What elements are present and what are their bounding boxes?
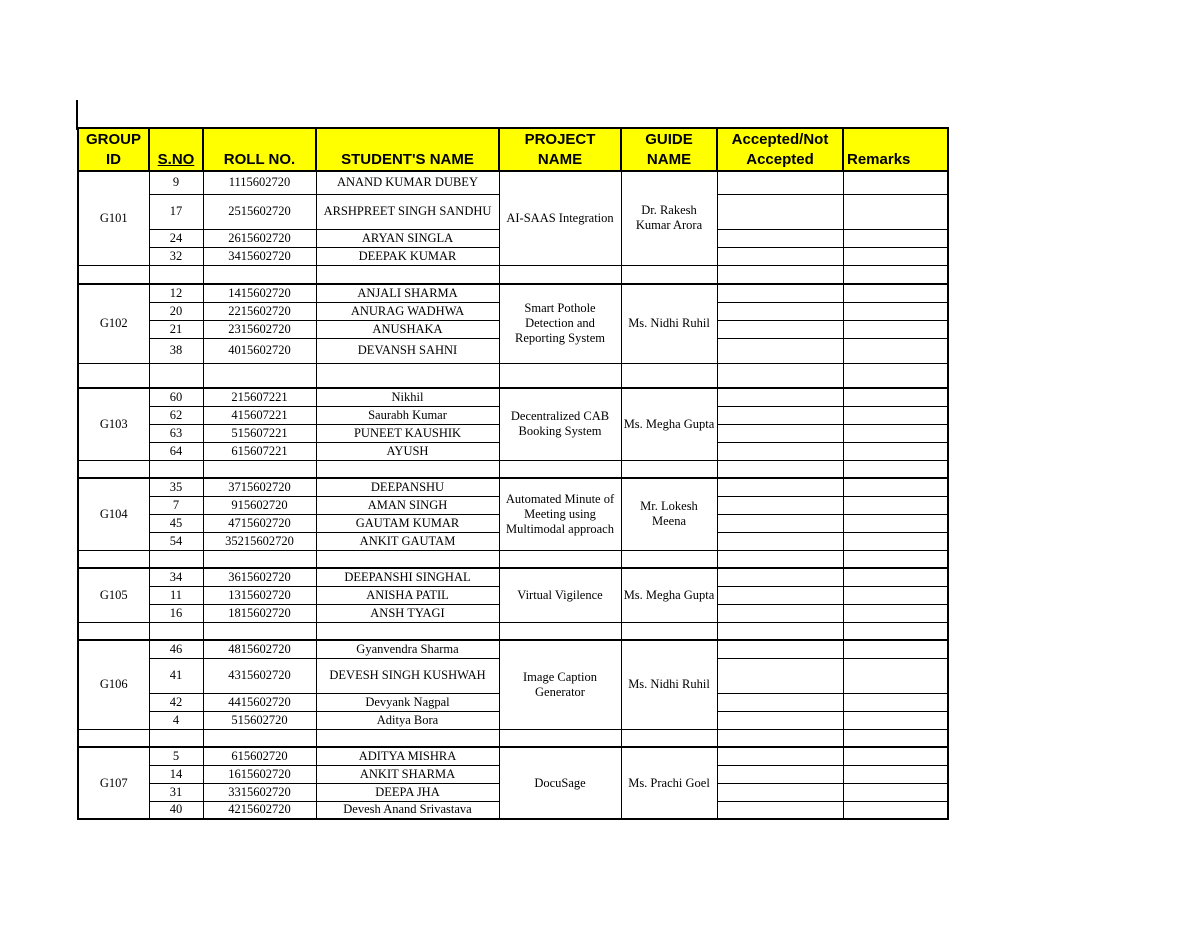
- accepted-cell[interactable]: [717, 247, 843, 265]
- project-name-cell: Smart Pothole Detection and Reporting System: [499, 284, 621, 363]
- group-id-cell: G103: [78, 388, 149, 460]
- empty-cell: [203, 622, 316, 640]
- s-no-cell: 34: [149, 568, 203, 586]
- empty-cell: [621, 265, 717, 284]
- s-no-cell: 31: [149, 783, 203, 801]
- accepted-cell[interactable]: [717, 302, 843, 320]
- s-no-cell: 32: [149, 247, 203, 265]
- empty-cell: [316, 729, 499, 747]
- empty-cell: [843, 550, 948, 568]
- remarks-cell[interactable]: [843, 424, 948, 442]
- roll-no-cell: 215607221: [203, 388, 316, 406]
- empty-cell: [149, 363, 203, 388]
- empty-cell: [78, 363, 149, 388]
- table-row: [78, 284, 948, 302]
- spacer-row: [78, 622, 948, 640]
- accepted-cell[interactable]: [717, 320, 843, 338]
- student-name-cell: ANJALI SHARMA: [316, 284, 499, 302]
- empty-cell: [149, 729, 203, 747]
- group-id-cell: G104: [78, 478, 149, 550]
- roll-no-cell: 4415602720: [203, 693, 316, 711]
- empty-cell: [78, 265, 149, 284]
- roll-no-cell: 35215602720: [203, 532, 316, 550]
- student-name-cell: DEEPANSHI SINGHAL: [316, 568, 499, 586]
- student-name-cell: ADITYA MISHRA: [316, 747, 499, 765]
- accepted-cell[interactable]: [717, 640, 843, 658]
- spacer-row: [78, 729, 948, 747]
- s-no-cell: 17: [149, 194, 203, 229]
- project-name-cell: Image Caption Generator: [499, 640, 621, 729]
- guide-name-cell: Ms. Prachi Goel: [621, 747, 717, 819]
- empty-cell: [499, 363, 621, 388]
- empty-cell: [843, 460, 948, 478]
- s-no-cell: 16: [149, 604, 203, 622]
- student-name-cell: AMAN SINGH: [316, 496, 499, 514]
- roll-no-cell: 415607221: [203, 406, 316, 424]
- empty-cell: [621, 460, 717, 478]
- guide-name-cell: Mr. Lokesh Meena: [621, 478, 717, 550]
- roll-no-cell: 2515602720: [203, 194, 316, 229]
- remarks-cell[interactable]: [843, 640, 948, 658]
- remarks-cell[interactable]: [843, 658, 948, 693]
- accepted-cell[interactable]: [717, 388, 843, 406]
- empty-cell: [717, 729, 843, 747]
- s-no-cell: 11: [149, 586, 203, 604]
- student-name-cell: Saurabh Kumar: [316, 406, 499, 424]
- accepted-cell[interactable]: [717, 532, 843, 550]
- remarks-cell[interactable]: [843, 496, 948, 514]
- project-name-cell: DocuSage: [499, 747, 621, 819]
- student-name-cell: DEEPANSHU: [316, 478, 499, 496]
- empty-cell: [843, 729, 948, 747]
- student-name-cell: DEVANSH SAHNI: [316, 338, 499, 363]
- empty-cell: [717, 460, 843, 478]
- student-name-cell: DEEPAK KUMAR: [316, 247, 499, 265]
- table-row: [78, 171, 948, 194]
- roll-no-cell: 3315602720: [203, 783, 316, 801]
- s-no-cell: 14: [149, 765, 203, 783]
- accepted-cell[interactable]: [717, 194, 843, 229]
- s-no-cell: 21: [149, 320, 203, 338]
- student-name-cell: Gyanvendra Sharma: [316, 640, 499, 658]
- empty-cell: [203, 265, 316, 284]
- empty-cell: [203, 363, 316, 388]
- group-id-cell: G101: [78, 171, 149, 265]
- empty-cell: [316, 460, 499, 478]
- empty-cell: [316, 363, 499, 388]
- project-name-cell: Virtual Vigilence: [499, 568, 621, 622]
- s-no-cell: 9: [149, 171, 203, 194]
- student-name-cell: ANISHA PATIL: [316, 586, 499, 604]
- guide-name-cell: Ms. Megha Gupta: [621, 388, 717, 460]
- header-row: [78, 128, 948, 171]
- empty-cell: [621, 622, 717, 640]
- empty-cell: [499, 550, 621, 568]
- group-id-cell: G107: [78, 747, 149, 819]
- student-name-cell: Devesh Anand Srivastava: [316, 801, 499, 819]
- empty-cell: [203, 460, 316, 478]
- s-no-cell: 24: [149, 229, 203, 247]
- empty-cell: [149, 550, 203, 568]
- header-s-no: S.NO: [149, 128, 203, 171]
- s-no-cell: 63: [149, 424, 203, 442]
- roll-no-cell: 915602720: [203, 496, 316, 514]
- roll-no-cell: 4015602720: [203, 338, 316, 363]
- empty-cell: [621, 550, 717, 568]
- s-no-cell: 54: [149, 532, 203, 550]
- group-id-cell: G102: [78, 284, 149, 363]
- remarks-cell[interactable]: [843, 229, 948, 247]
- empty-cell: [499, 265, 621, 284]
- roll-no-cell: 1615602720: [203, 765, 316, 783]
- accepted-cell[interactable]: [717, 442, 843, 460]
- empty-cell: [499, 622, 621, 640]
- accepted-cell[interactable]: [717, 514, 843, 532]
- accepted-cell[interactable]: [717, 747, 843, 765]
- student-name-cell: AYUSH: [316, 442, 499, 460]
- empty-cell: [717, 265, 843, 284]
- s-no-cell: 42: [149, 693, 203, 711]
- s-no-cell: 5: [149, 747, 203, 765]
- accepted-cell[interactable]: [717, 229, 843, 247]
- empty-cell: [78, 622, 149, 640]
- student-name-cell: DEVESH SINGH KUSHWAH: [316, 658, 499, 693]
- empty-cell: [149, 622, 203, 640]
- accepted-cell[interactable]: [717, 711, 843, 729]
- accepted-cell[interactable]: [717, 586, 843, 604]
- empty-cell: [203, 729, 316, 747]
- s-no-cell: 45: [149, 514, 203, 532]
- header-group-id: GROUP ID: [78, 128, 149, 171]
- remarks-cell[interactable]: [843, 514, 948, 532]
- roll-no-cell: 3715602720: [203, 478, 316, 496]
- remarks-cell[interactable]: [843, 442, 948, 460]
- roll-no-cell: 3615602720: [203, 568, 316, 586]
- guide-name-cell: Ms. Nidhi Ruhil: [621, 284, 717, 363]
- empty-cell: [717, 622, 843, 640]
- accepted-cell[interactable]: [717, 693, 843, 711]
- s-no-cell: 38: [149, 338, 203, 363]
- empty-cell: [717, 550, 843, 568]
- accepted-cell[interactable]: [717, 568, 843, 586]
- remarks-cell[interactable]: [843, 320, 948, 338]
- margin-line: [76, 100, 78, 130]
- table-row: [78, 747, 948, 765]
- student-name-cell: ANUSHAKA: [316, 320, 499, 338]
- spacer-row: [78, 460, 948, 478]
- accepted-cell[interactable]: [717, 284, 843, 302]
- remarks-cell[interactable]: [843, 747, 948, 765]
- empty-cell: [78, 729, 149, 747]
- s-no-cell: 20: [149, 302, 203, 320]
- accepted-cell[interactable]: [717, 801, 843, 819]
- accepted-cell[interactable]: [717, 478, 843, 496]
- roll-no-cell: 4815602720: [203, 640, 316, 658]
- student-name-cell: Nikhil: [316, 388, 499, 406]
- project-name-cell: Automated Minute of Meeting using Multimodal approach: [499, 478, 621, 550]
- group-id-cell: G105: [78, 568, 149, 622]
- roll-no-cell: 1315602720: [203, 586, 316, 604]
- s-no-cell: 64: [149, 442, 203, 460]
- student-name-cell: PUNEET KAUSHIK: [316, 424, 499, 442]
- empty-cell: [316, 550, 499, 568]
- remarks-cell[interactable]: [843, 478, 948, 496]
- empty-cell: [149, 460, 203, 478]
- remarks-cell[interactable]: [843, 284, 948, 302]
- roll-no-cell: 1115602720: [203, 171, 316, 194]
- s-no-cell: 46: [149, 640, 203, 658]
- project-name-cell: AI-SAAS Integration: [499, 171, 621, 265]
- student-name-cell: ANURAG WADHWA: [316, 302, 499, 320]
- s-no-cell: 40: [149, 801, 203, 819]
- remarks-cell[interactable]: [843, 171, 948, 194]
- remarks-cell[interactable]: [843, 586, 948, 604]
- accepted-cell[interactable]: [717, 171, 843, 194]
- accepted-cell[interactable]: [717, 783, 843, 801]
- roll-no-cell: 515602720: [203, 711, 316, 729]
- empty-cell: [203, 550, 316, 568]
- roll-no-cell: 615602720: [203, 747, 316, 765]
- s-no-cell: 4: [149, 711, 203, 729]
- s-no-cell: 41: [149, 658, 203, 693]
- remarks-cell[interactable]: [843, 765, 948, 783]
- student-name-cell: GAUTAM KUMAR: [316, 514, 499, 532]
- remarks-cell[interactable]: [843, 711, 948, 729]
- student-name-cell: ANAND KUMAR DUBEY: [316, 171, 499, 194]
- header-remarks: Remarks: [843, 128, 948, 171]
- accepted-cell[interactable]: [717, 658, 843, 693]
- roll-no-cell: 2615602720: [203, 229, 316, 247]
- empty-cell: [316, 622, 499, 640]
- header-project-name: PROJECT NAME: [499, 128, 621, 171]
- remarks-cell[interactable]: [843, 406, 948, 424]
- guide-name-cell: Ms. Megha Gupta: [621, 568, 717, 622]
- remarks-cell[interactable]: [843, 194, 948, 229]
- empty-cell: [316, 265, 499, 284]
- roll-no-cell: 2315602720: [203, 320, 316, 338]
- empty-cell: [149, 265, 203, 284]
- roll-no-cell: 4315602720: [203, 658, 316, 693]
- table-row: [78, 478, 948, 496]
- empty-cell: [717, 363, 843, 388]
- empty-cell: [621, 729, 717, 747]
- student-name-cell: Devyank Nagpal: [316, 693, 499, 711]
- group-id-cell: G106: [78, 640, 149, 729]
- s-no-cell: 12: [149, 284, 203, 302]
- header-student-name: STUDENT'S NAME: [316, 128, 499, 171]
- header-accepted: Accepted/Not Accepted: [717, 128, 843, 171]
- empty-cell: [843, 363, 948, 388]
- student-name-cell: ARSHPREET SINGH SANDHU: [316, 194, 499, 229]
- spacer-row: [78, 265, 948, 284]
- empty-cell: [499, 460, 621, 478]
- remarks-cell[interactable]: [843, 783, 948, 801]
- remarks-cell[interactable]: [843, 338, 948, 363]
- s-no-cell: 7: [149, 496, 203, 514]
- student-name-cell: ANKIT SHARMA: [316, 765, 499, 783]
- empty-cell: [78, 460, 149, 478]
- student-name-cell: Aditya Bora: [316, 711, 499, 729]
- header-roll-no: ROLL NO.: [203, 128, 316, 171]
- empty-cell: [78, 550, 149, 568]
- guide-name-cell: Dr. Rakesh Kumar Arora: [621, 171, 717, 265]
- roll-no-cell: 3415602720: [203, 247, 316, 265]
- roll-no-cell: 515607221: [203, 424, 316, 442]
- student-name-cell: ARYAN SINGLA: [316, 229, 499, 247]
- header-guide-name: GUIDE NAME: [621, 128, 717, 171]
- table-row: [78, 640, 948, 658]
- accepted-cell[interactable]: [717, 765, 843, 783]
- roll-no-cell: 4215602720: [203, 801, 316, 819]
- accepted-cell[interactable]: [717, 406, 843, 424]
- roll-no-cell: 615607221: [203, 442, 316, 460]
- s-no-cell: 62: [149, 406, 203, 424]
- spacer-row: [78, 550, 948, 568]
- empty-cell: [621, 363, 717, 388]
- roll-no-cell: 1815602720: [203, 604, 316, 622]
- remarks-cell[interactable]: [843, 604, 948, 622]
- roll-no-cell: 1415602720: [203, 284, 316, 302]
- guide-name-cell: Ms. Nidhi Ruhil: [621, 640, 717, 729]
- project-allocation-table: [77, 127, 949, 820]
- remarks-cell[interactable]: [843, 693, 948, 711]
- remarks-cell[interactable]: [843, 247, 948, 265]
- remarks-cell[interactable]: [843, 388, 948, 406]
- remarks-cell[interactable]: [843, 302, 948, 320]
- empty-cell: [499, 729, 621, 747]
- table-row: [78, 388, 948, 406]
- empty-cell: [843, 622, 948, 640]
- s-no-cell: 60: [149, 388, 203, 406]
- project-name-cell: Decentralized CAB Booking System: [499, 388, 621, 460]
- accepted-cell[interactable]: [717, 604, 843, 622]
- roll-no-cell: 4715602720: [203, 514, 316, 532]
- table-row: [78, 568, 948, 586]
- accepted-cell[interactable]: [717, 424, 843, 442]
- remarks-cell[interactable]: [843, 801, 948, 819]
- s-no-cell: 35: [149, 478, 203, 496]
- remarks-cell[interactable]: [843, 532, 948, 550]
- student-name-cell: ANKIT GAUTAM: [316, 532, 499, 550]
- student-name-cell: DEEPA JHA: [316, 783, 499, 801]
- accepted-cell[interactable]: [717, 496, 843, 514]
- spacer-row: [78, 363, 948, 388]
- accepted-cell[interactable]: [717, 338, 843, 363]
- remarks-cell[interactable]: [843, 568, 948, 586]
- student-name-cell: ANSH TYAGI: [316, 604, 499, 622]
- table-body: [78, 171, 948, 819]
- empty-cell: [843, 265, 948, 284]
- roll-no-cell: 2215602720: [203, 302, 316, 320]
